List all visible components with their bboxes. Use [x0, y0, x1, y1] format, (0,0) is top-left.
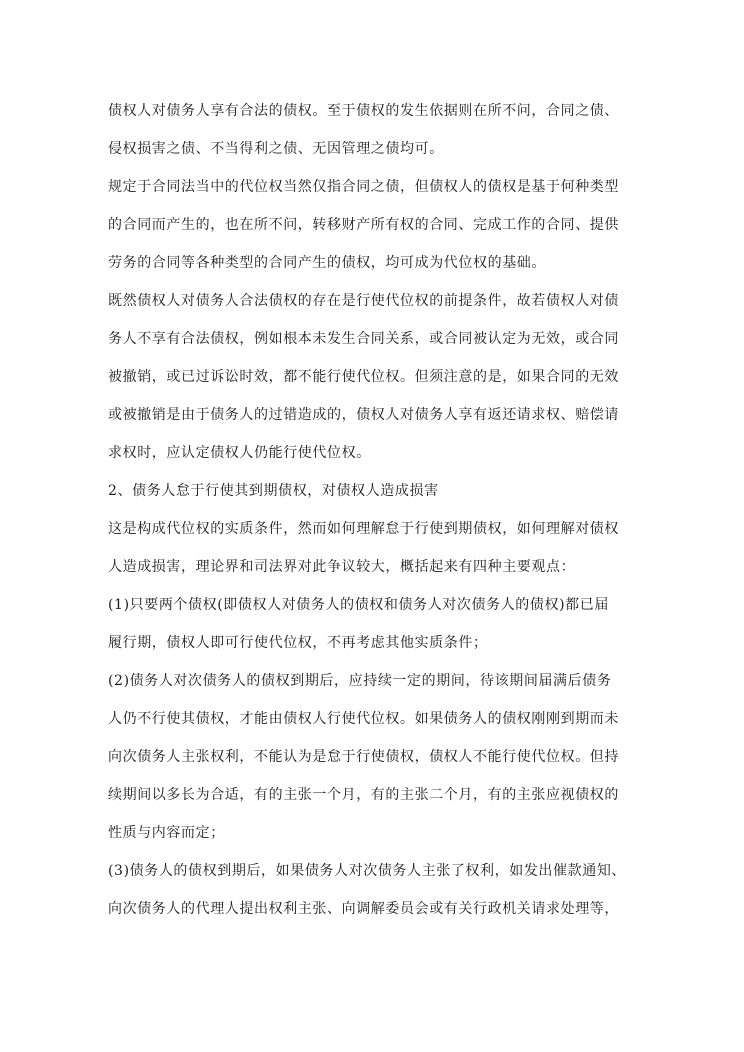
text-line: 向次债务人主张权利，不能认为是怠于行使债权，债权人不能行使代位权。但持: [108, 749, 619, 765]
text-line: 侵权损害之债、不当得利之债、无因管理之债均可。: [108, 141, 444, 157]
text-line: 劳务的合同等各种类型的合同产生的债权，均可成为代位权的基础。: [108, 255, 546, 271]
text-line: (1)只要两个债权(即债权人对债务人的债权和债务人对次债务人的债权)都已届: [108, 597, 609, 613]
text-line: 向次债务人的代理人提出权利主张、向调解委员会或有关行政机关请求处理等，: [108, 901, 619, 917]
text-line: 续期间以多长为合适，有的主张一个月，有的主张二个月，有的主张应视债权的: [108, 787, 619, 803]
document-body: [108, 92, 640, 928]
text-line: (2)债务人对次债务人的债权到期后，应持续一定的期间，待该期间届满后债务: [108, 673, 612, 689]
section-heading: 2、债务人怠于行使其到期债权，对债权人造成损害: [108, 483, 439, 499]
text-line: 求权时，应认定债权人仍能行使代位权。: [108, 445, 371, 461]
text-line: 规定于合同法当中的代位权当然仅指合同之债，但债权人的债权是基于何种类型: [108, 179, 619, 195]
text-line: 债权人对债务人享有合法的债权。至于债权的发生依据则在所不问，合同之债、: [108, 103, 619, 119]
text-line: 被撤销，或已过诉讼时效，都不能行使代位权。但须注意的是，如果合同的无效: [108, 369, 619, 385]
text-line: 既然债权人对债务人合法债权的存在是行使代位权的前提条件，故若债权人对债: [108, 293, 619, 309]
text-line: 或被撤销是由于债务人的过错造成的，债权人对债务人享有返还请求权、赔偿请: [108, 407, 619, 423]
text-line: 人造成损害，理论界和司法界对此争议较大，概括起来有四种主要观点：: [108, 559, 576, 575]
text-line: 这是构成代位权的实质条件，然而如何理解怠于行使到期债权，如何理解对债权: [108, 521, 619, 537]
text-line: 性质与内容而定；: [108, 825, 225, 841]
text-line: (3)债务人的债权到期后，如果债务人对次债务人主张了权利，如发出催款通知、: [108, 863, 627, 879]
text-line: 的合同而产生的，也在所不问，转移财产所有权的合同、完成工作的合同、提供: [108, 217, 619, 233]
text-line: 人仍不行使其债权，才能由债权人行使代位权。如果债务人的债权刚刚到期而未: [108, 711, 619, 727]
text-line: 务人不享有合法债权，例如根本未发生合同关系，或合同被认定为无效，或合同: [108, 331, 619, 347]
text-line: 履行期，债权人即可行使代位权，不再考虑其他实质条件；: [108, 635, 488, 651]
